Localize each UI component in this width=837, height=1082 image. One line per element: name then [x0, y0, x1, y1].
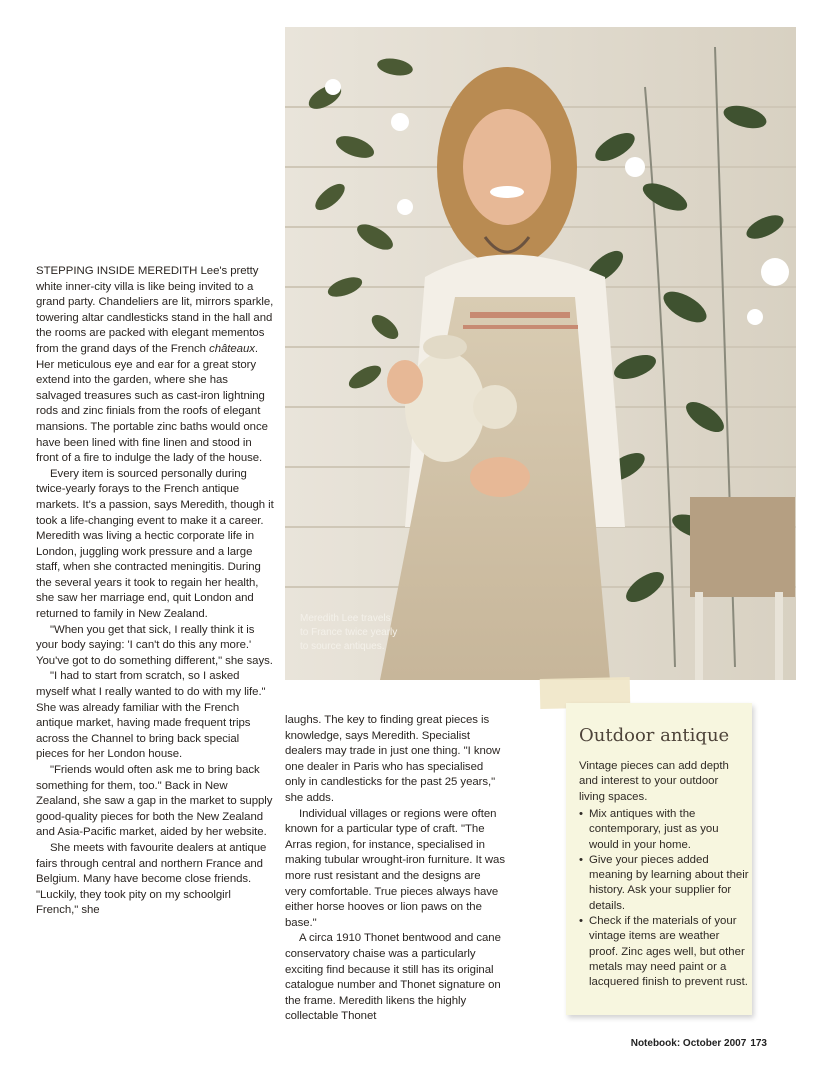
portrait-photo-illustration — [285, 27, 796, 680]
tip-text: Give your pieces added meaning by learning about their history. Ask your supplier for details. — [589, 853, 749, 912]
article-lead-caps: STEPPING INSIDE MEREDITH — [36, 265, 198, 277]
tip-text: Check if the materials of your vintage items are weather proof. Zinc ages well, but other metals may need paint or a lacquered finish to prevent rust. — [589, 915, 748, 989]
article-column-left — [36, 264, 274, 919]
article-paragraph: "When you get that sick, I really think it is your body saying: 'I can't do this any more.' You've got to do something different," she says. — [36, 623, 273, 667]
bullet-icon: • — [579, 915, 583, 928]
sidebar-tips-list — [579, 807, 749, 991]
article-text: Lee's pretty white inner-city villa is like being invited to a grand party. Chandeliers are lit, mirrors sparkle, towering altar candlesticks stand in the hall and the rooms are packed with elegant mementos from the grand days of the French — [36, 265, 274, 355]
article-paragraph: "Friends would often ask me to bring back something for them, too." Back in New Zealand, she saw a gap in the market to supply good-quality pieces for both the New Zealand and Asia-Pacific market, aided by her website. — [36, 764, 273, 839]
sidebar-title: Outdoor antique — [579, 725, 730, 746]
article-paragraph: A circa 1910 Thonet bentwood and cane conservatory chaise was a particularly exciting find because it still has its original catalogue number and Thonet signature on the frame. Meredith likens the highly collectable Thonet — [285, 932, 501, 1023]
list-item — [579, 914, 749, 990]
article-paragraph: laughs. The key to finding great pieces is knowledge, says Meredith. Specialist dealers may trade in just one thing. "I know one dealer in Paris who has specialised only in candlesticks for the past 25 years," she adds. — [285, 714, 501, 804]
list-item — [579, 807, 749, 853]
article-paragraph: She meets with favourite dealers at antique fairs through central and northern France and Belgium. Many have become close friends. "Luckily, they took pity on my schoolgirl French," she — [36, 841, 267, 917]
article-text: . Her meticulous eye and ear for a great story extend into the garden, where she has salvaged treasures such as cast-iron lightning rods and zinc finials from the roofs of elegant mansions. The portable zinc baths would once have been lined with fine linen and stood in front of a fire to indulge the lady of the house. — [36, 342, 268, 465]
article-paragraph: "I had to start from scratch, so I asked myself what I really wanted to do with my life." She was already familiar with the French antique market, having made frequent trips across the Channel to bring back special pieces for her London house. — [36, 670, 266, 761]
article-paragraph: Individual villages or regions were often known for a particular type of craft. "The Arras region, for instance, specialised in making tubular wrought-iron furniture. It was more rust resistant and the designs are very comfortable. True pieces always have either horse hooves or lion paws on the base." — [285, 807, 505, 929]
bullet-icon: • — [579, 853, 583, 866]
list-item — [579, 853, 749, 914]
article-paragraph: Every item is sourced personally during twice-yearly forays to the French antique markets. It's a passion, says Meredith, though it took a life-changing event to make it a career. Meredith was living a hectic corporate life in London, juggling work pressure and a large staff, when she contracted meningitis. During the several years it took to regain her health, she saw her marriage end, quit London and returned to family in New Zealand. — [36, 467, 274, 621]
article-column-middle — [285, 713, 505, 1025]
bullet-icon: • — [579, 808, 583, 820]
photo-caption: Meredith Lee travels to France twice yearly to source antiques. — [300, 613, 398, 652]
portrait-photo — [285, 27, 796, 680]
outdoor-antique-sidebar — [566, 703, 752, 1015]
tip-text: Mix antiques with the contemporary, just as you would in your home. — [589, 808, 719, 851]
page-number: 173 — [750, 1038, 767, 1049]
sidebar-intro: Vintage pieces can add depth and interest to your outdoor living spaces. — [579, 760, 729, 803]
page-footer — [631, 1038, 767, 1049]
publication-name: Notebook: October 2007 — [630, 1038, 747, 1049]
article-paragraph — [36, 264, 274, 467]
article-italic-text: châteaux — [209, 342, 255, 355]
